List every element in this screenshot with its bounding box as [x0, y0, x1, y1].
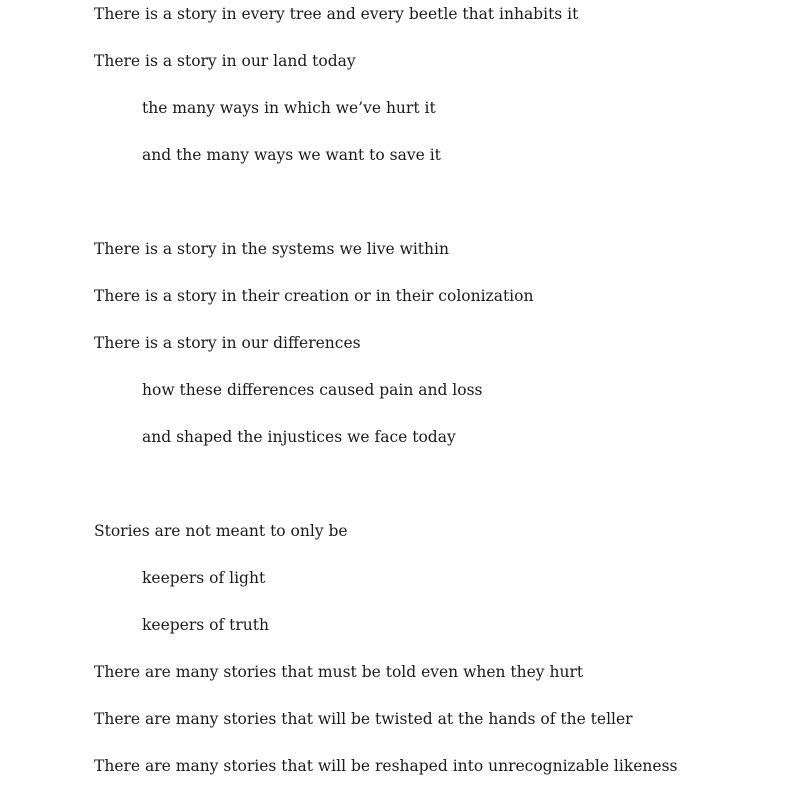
poem	[94, 0, 794, 799]
stanza-break	[94, 470, 794, 517]
poem-line: There is a story in our differences	[94, 334, 361, 352]
poem-line-indented: keepers of light	[142, 569, 266, 587]
poem-line: There is a story in our land today	[94, 52, 356, 70]
poem-line-indented: and the many ways we want to save it	[142, 146, 441, 164]
poem-line: There is a story in every tree and every beetle that inhabits it	[94, 5, 579, 23]
poem-line: There are many stories that must be told even when they hurt	[94, 663, 584, 681]
poem-line: There are many stories that will be reshaped into unrecognizable likeness	[94, 757, 678, 775]
poem-line: There is a story in their creation or in their colonization	[94, 287, 534, 305]
stanza-break	[94, 188, 794, 235]
poem-line-indented: how these differences caused pain and loss	[142, 381, 483, 399]
poem-line: There is a story in the systems we live within	[94, 240, 449, 258]
poem-line: Stories are not meant to only be	[94, 522, 348, 540]
poem-line-indented: the many ways in which we’ve hurt it	[142, 99, 436, 117]
poem-line: There are many stories that will be twisted at the hands of the teller	[94, 710, 633, 728]
poem-line-indented: keepers of truth	[142, 616, 269, 634]
poem-line-indented: and shaped the injustices we face today	[142, 428, 456, 446]
